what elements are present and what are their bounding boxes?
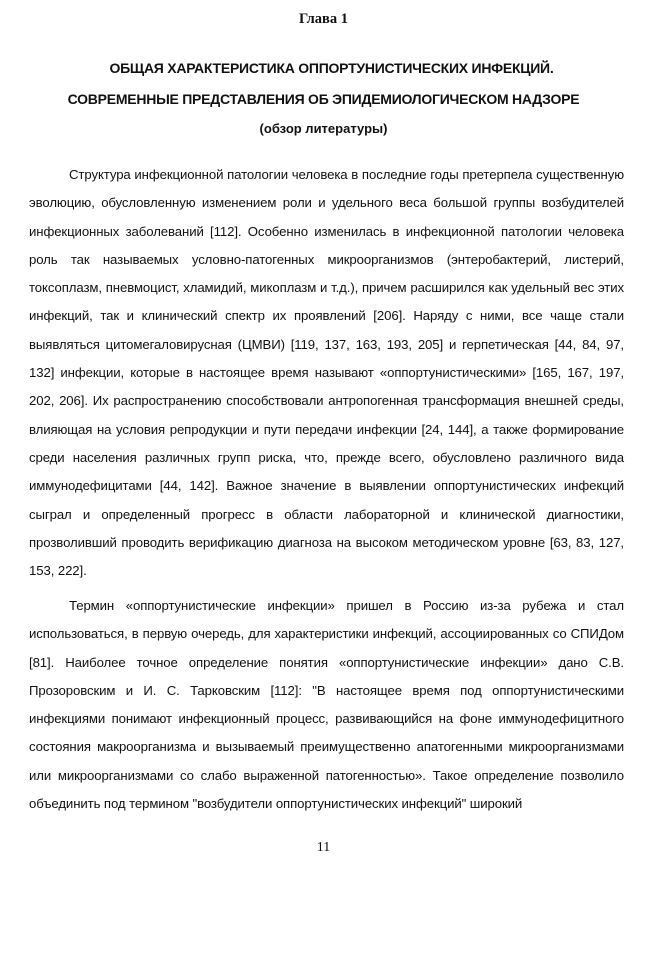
subtitle: (обзор литературы): [259, 121, 388, 136]
title-line-1: ОБЩАЯ ХАРАКТЕРИСТИКА ОППОРТУНИСТИЧЕСКИХ ИНФЕКЦИЙ.: [109, 60, 554, 76]
paragraph-2: Термин «оппортунистические инфекции» пришел в Россию из-за рубежа и стал использоваться, в первую очередь, для характеристики инфекций, ассоциированных со СПИДом [81]. Наиболее точное определение понятия «оппортунистические инфекции» дано С.В. Прозоровским и И. С. Тарковским [112]: "В настоящее время под оппортунистическими инфекциями понимают инфекционный процесс, развивающийся на фоне иммунодефицитного состояния макроорганизма и вызываемый преимущественно апатогенными микроорганизмами или микроорганизмами со слабо выраженной патогенностью». Такое определение позволило объединить под термином "возбудители оппортунистических инфекций" широкий: [29, 598, 624, 812]
paragraph-1: Структура инфекционной патологии человека в последние годы претерпела существенную эволюцию, обусловленную изменением роли и удельного веса большой группы возбудителей инфекционных заболеваний [112]. Особенно изменилась в инфекционной патологии человека роль так называемых условно-патогенных микроорганизмов (энтеробактерий, листерий, токсоплазм, пневмоцист, хламидий, микоплазм и т.д.), причем расширился как удельный вес этих инфекций, так и клинический спектр их проявлений [206]. Наряду с ними, все чаще стали выявляться цитомегаловирусная (ЦМВИ) [119, 137, 163, 193, 205] и герпетическая [44, 84, 97, 132] инфекции, которые в настоящее время называют «оппортунистическими» [165, 167, 197, 202, 206]. Их распространению способствовали антропогенная трансформация внешней среды, влияющая на условия репродукции и пути передачи инфекции [24, 144], а также формирование среди населения различных групп риска, что, прежде всего, обусловлено различного вида иммунодефицитами [44, 142]. Важное значение в выявлении оппортунистических инфекций сыграл и определенный прогресс в области лабораторной и клинической диагностики, прозволивший проводить верификацию диагноза на высоком методическом уровне [63, 83, 127, 153, 222].: [29, 167, 624, 579]
page-number: 11: [316, 840, 331, 855]
chapter-heading: Глава 1: [299, 11, 348, 27]
title-line-2: СОВРЕМЕННЫЕ ПРЕДСТАВЛЕНИЯ ОБ ЭПИДЕМИОЛОГИЧЕСКОМ НАДЗОРЕ: [67, 91, 580, 107]
